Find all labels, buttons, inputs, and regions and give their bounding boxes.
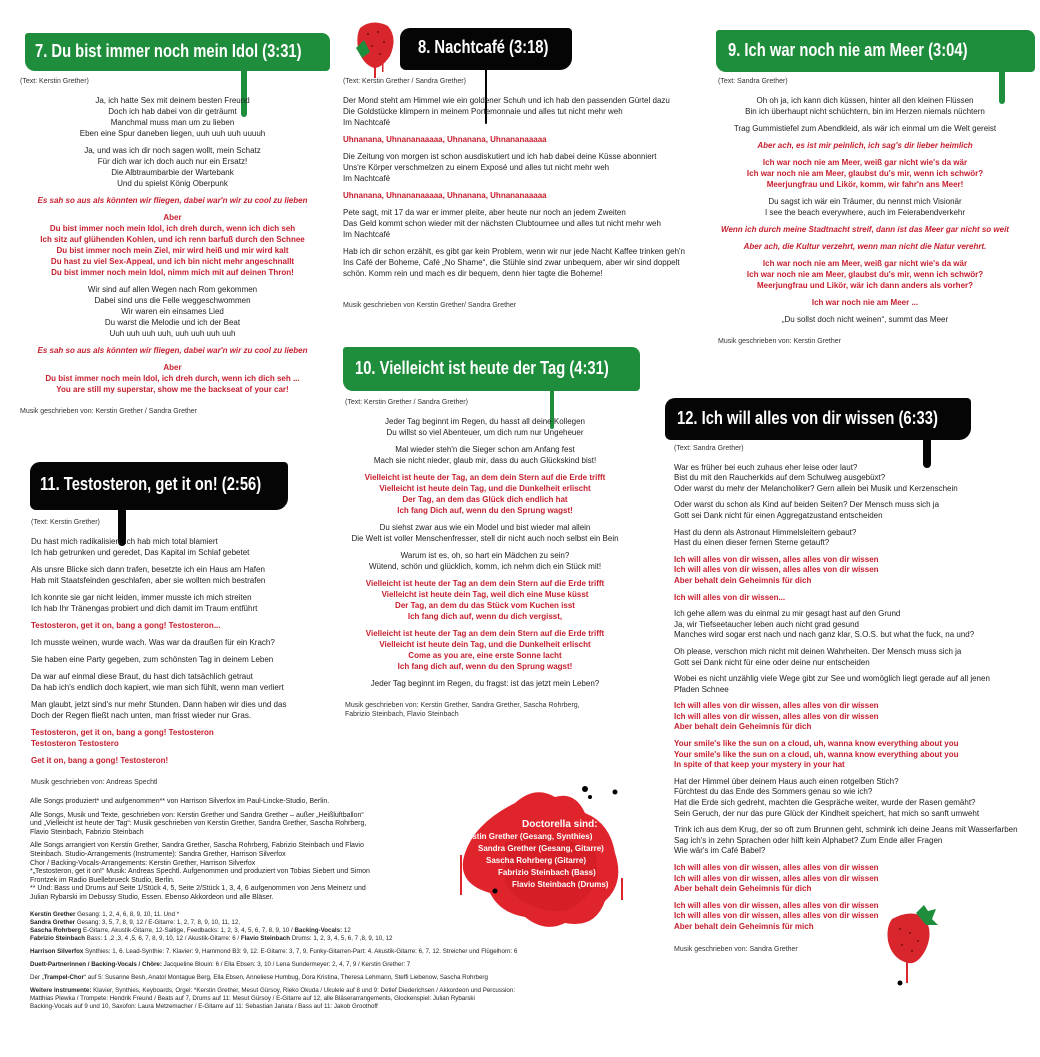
lyric-line: Manchmal muss man um zu lieben <box>110 118 235 127</box>
band-member: Sascha Rohrberg (Gitarre) <box>486 856 587 865</box>
lyric-line: Vielleicht ist heute dein Tag, und die Dunkelheit erlischt <box>379 484 591 493</box>
roster-text: Drums: 1, 2, 3, 4, 5, 6, 7 ,8, 9, 10, 12 <box>289 934 393 942</box>
stanza <box>20 345 325 356</box>
stanza <box>20 212 325 278</box>
lyrics-body <box>31 517 331 787</box>
lyric-line: „Du sollst doch nicht weinen“, summt das Meer <box>781 315 949 324</box>
lyric-line: Ich fang dich auf, wenn du den Sprung wagst! <box>397 662 573 671</box>
stanza <box>718 314 1012 325</box>
lyric-line: Testosteron, get it on, bang a gong! Testosteron <box>31 728 214 737</box>
lyric-line: Wir waren ein einsames Lied <box>121 307 224 316</box>
credits-line: Steinbach. Studio-Arrangements (Instrumente): Sandra Grether, Harrison Silverfox <box>30 850 286 858</box>
lyric-line: schön. Komm rein und mach es dir bequem, denn hier tagte die Boheme! <box>343 269 603 278</box>
stanza <box>31 654 331 665</box>
lyric-line: Aber ach, die Kultur verzehrt, wenn man nicht die Natur verehrt. <box>743 242 987 251</box>
lyric-line: Sag ich's in zehn Sprachen oder hilft kein Alphabet? Zum Ende aller Fragen <box>674 835 943 845</box>
stanza <box>345 522 625 544</box>
roster-name: Trampel-Chor <box>43 973 84 981</box>
stanza <box>674 674 1034 695</box>
lyric-line: Hab mit Staatsfeinden geschlafen, aber sie wollten mich bestrafen <box>31 576 266 585</box>
lyric-line: Sie haben eine Party gegeben, zum schönsten Tag in deinem Leben <box>31 655 274 664</box>
stanza <box>718 95 1012 117</box>
roster-text: 12 <box>342 926 351 934</box>
stanza <box>343 151 683 184</box>
credits-paragraph <box>30 798 450 807</box>
stanza <box>31 671 331 693</box>
stanza <box>674 593 1034 604</box>
lyrics-body <box>345 397 625 719</box>
lyric-line: Vielleicht ist heute dein Tag, weil dich eine Muse küsst <box>381 590 589 599</box>
lyric-line: Aber <box>163 363 182 372</box>
lyric-line: Your smile's like the sun on a cloud, uh, wanna know everything about you <box>674 749 959 759</box>
roster-name: Sascha Rohrberg <box>30 926 82 934</box>
lyric-line: Testosteron Testostero <box>31 739 119 748</box>
lyric-line: Du warst die Melodie und ich der Beat <box>104 318 241 327</box>
music-credit-line: Musik geschrieben von: Kerstin Grether, Sandra Grether, Sascha Rohrberg, <box>345 702 580 709</box>
stanza <box>20 362 325 395</box>
stanza <box>20 145 325 189</box>
lyric-line: Im Nachtcafé <box>343 118 391 127</box>
lyric-line: Uhnanana, Uhnananaaaaa, Uhnanana, Uhnananaaaaa <box>343 191 547 200</box>
stanza <box>345 416 625 438</box>
song-title-banner <box>665 398 971 440</box>
stanza <box>31 699 331 721</box>
stanza <box>718 196 1012 218</box>
lyric-line: Das Geld kommt schon wieder mit der nächsten Clubtournee und alles tut nicht mehr weh <box>343 219 661 228</box>
lyric-line: Hast du einen dieser fernen Sterne getauft? <box>674 538 830 548</box>
lyric-line: Oh please, verschon mich nicht mit deinen Wahrheiten. Der Mensch muss sich ja <box>674 646 962 656</box>
roster-line <box>30 935 450 943</box>
lyrics-body <box>718 76 1012 346</box>
credits-line: Flavio Steinbach, Fabrizio Steinbach <box>30 828 144 836</box>
stanza <box>343 207 683 240</box>
music-credit-line: Musik geschrieben von: Andreas Spechtl <box>31 779 158 786</box>
stanza <box>31 755 331 766</box>
lyric-line: Come as you are, eine erste Sonne lacht <box>408 651 562 660</box>
lyric-line: Uhnanana, Uhnananaaaaa, Uhnanana, Uhnananaaaaa <box>343 135 547 144</box>
stanza <box>343 246 686 279</box>
lyric-line: Pfaden Schnee <box>674 684 729 694</box>
lyric-line: Ich will alles von dir wissen, alles alles von dir wissen <box>674 565 879 575</box>
stanza <box>343 95 683 128</box>
stanza <box>345 472 625 516</box>
lyric-line: Für dich war ich doch auch nur ein Ersatz! <box>97 157 248 166</box>
lyric-line: Oder warst du schon als Kind auf beiden Seiten? Der Mensch muss sich ja <box>674 500 940 510</box>
lyric-line: Man glaubt, jetzt sind's nur mehr Stunden. Dann haben wir dies und das <box>31 700 287 709</box>
lyric-line: Ja, wir Tiefseetaucher leben auch nicht grad gesund <box>674 619 860 629</box>
lyric-line: Trag Gummistiefel zum Abendkleid, als wär ich einmal um die Welt gereist <box>733 124 997 133</box>
lyrics-credit: (Text: Kerstin Grether / Sandra Grether) <box>343 78 466 85</box>
lyric-line: Aber behalt dein Geheimnis für mich <box>674 921 814 931</box>
roster-text: Matthias Plewka / Trompete: Hendrik Freund / Beats auf 7, Drums auf 11: Mesut Gürsoy / E-Gitarre auf 12, alle Bläserarrangements, Glockenspiel: Julian Rybarski <box>30 994 475 1002</box>
roster-line <box>30 961 450 969</box>
lyric-line: Your smile's like the sun on a cloud, uh, wanna know everything about you <box>674 739 959 749</box>
lyric-line: Warum ist es, oh, so hart ein Mädchen zu sein? <box>400 551 570 560</box>
stanza <box>20 284 325 339</box>
stanza <box>345 444 625 466</box>
credits-line: Chor / Backing-Vocals-Arrangements: Kerstin Grether, Harrison Silverfox <box>30 859 256 867</box>
lyric-line: Pete sagt, mit 17 da war er immer pleite, aber heute nur noch an jedem Zweiten <box>343 208 626 217</box>
stanza <box>343 134 683 145</box>
roster-text: E-Gitarre, Akustik-Gitarre, 12-Saitige, Feedbacks: 1, 2, 3, 4, 5, 6, 7, 8, 9, 10 / <box>81 926 295 934</box>
lyric-line: Ich hab Ihr Tränengas probiert und dich damit im Traum entführt <box>31 604 258 613</box>
lyric-line: Im Nachtcafé <box>343 174 391 183</box>
music-credit-line: Musik geschrieben von: Sandra Grether <box>674 945 798 953</box>
roster-line <box>30 927 450 935</box>
song-title: 7. Du bist immer noch mein Idol (3:31) <box>35 41 302 61</box>
lyric-line: Ich war noch nie am Meer, weiß gar nicht wie's da wär <box>762 259 968 268</box>
lyrics-credit: (Text: Kerstin Grether / Sandra Grether) <box>345 399 468 406</box>
lyric-line: Vielleicht ist heute der Tag an dem dein Stern auf die Erde trifft <box>365 629 605 638</box>
roster-name: Backing-Vocals: <box>294 926 343 934</box>
stanza <box>718 123 1012 134</box>
stanza <box>343 190 683 201</box>
stanza <box>31 536 331 558</box>
lyric-line: Du bist immer noch mein Ziel, mir wird heiß und mir wird kalt <box>56 246 289 255</box>
stanza <box>20 95 325 139</box>
lyric-line: Hat der Himmel über deinem Haus auch einen rotgelben Stich? <box>674 776 899 786</box>
lyric-line: Ich will alles von dir wissen, alles alles von dir wissen <box>674 701 879 711</box>
lyric-line: Der Mond steht am Himmel wie ein goldener Schuh und ich hab den passenden Gürtel dazu <box>343 96 670 105</box>
lyric-line: Aber behalt dein Geheimnis für dich <box>674 722 812 732</box>
lyrics-credit: (Text: Kerstin Grether) <box>31 519 100 526</box>
lyric-line: Jeder Tag beginnt im Regen, du fragst: ist das jetzt mein Leben? <box>370 679 600 688</box>
music-credit <box>31 778 331 787</box>
lyrics-credit: (Text: Sandra Grether) <box>674 445 744 452</box>
music-credit <box>343 301 683 310</box>
roster-line <box>30 919 450 927</box>
lyric-line: Ich war noch nie am Meer, weiß gar nicht wie's da wär <box>762 158 968 167</box>
lyric-line: Da war auf einmal diese Braut, du hast dich tatsächlich getraut <box>31 672 253 681</box>
lyric-line: Aber behalt dein Geheimnis für dich <box>674 884 812 894</box>
lyric-line: Mach sie nicht nieder, glaub mir, dass du auch Glückskind bist! <box>373 456 597 465</box>
stanza <box>674 863 1034 895</box>
lyric-line: Du sagst ich wär ein Träumer, du nennst mich Visionär <box>768 197 962 206</box>
lyrics-body <box>674 444 1034 954</box>
roster-line <box>30 947 518 956</box>
lyric-line: Die Goldstücke klimpern in meinem Portemonnaie und alles tut nicht mehr weh <box>343 107 623 116</box>
stanza <box>718 241 1012 252</box>
lyric-line: Es sah so aus als könnten wir fliegen, dabei war'n wir zu cool zu lieben <box>37 346 308 355</box>
stanza <box>718 297 1012 308</box>
lyric-line: I see the beach everywhere, auch im Feierabendverkehr <box>764 208 966 217</box>
roster-name: Kerstin Grether <box>30 910 76 918</box>
lyric-line: Oh oh ja, ich kann dich küssen, hinter all den kleinen Flüssen <box>756 96 974 105</box>
lyric-line: Ich fang Dich auf, wenn du den Sprung wagst! <box>397 506 573 515</box>
music-credit-line: Musik geschrieben von: Kerstin Grether <box>718 338 841 345</box>
lyric-line: Sein Geruch, der nur das pure Glück der Kindheit speichert, hat mich so sanft umweht <box>674 808 980 818</box>
band-member: Sandra Grether (Gesang, Gitarre) <box>478 844 604 853</box>
roster-text: Gesang: 1, 2, 4, 6, 8, 9, 10, 11. Und * <box>75 910 180 918</box>
stanza <box>674 500 1034 521</box>
lyric-line: You are still my superstar, show me the backseat of your car! <box>56 385 289 394</box>
credits-line: Frontzek im Radio Buellebrueck Studio, Berlin. <box>30 876 175 884</box>
roster-text: Synthies: 1, 6. Lead-Synthie: 7. Klavier: 9, Hammond B3: 9, 12. E-Gitarre: 3, 7, 9, Funky-Gitarren-Part: 4. Akustik-Gitarre: 6, 7, 12. Streicher und Flügelhorn: 6 <box>83 947 518 955</box>
lyric-line: Gott sei Dank nicht für eine oder deine nur entscheiden <box>674 657 870 667</box>
roster-text: Klavier, Synthies, Keyboards, Orgel: *Kerstin Grether, Mesut Gürsoy, Rieko Okuda / Ukulele auf 8 und 9: Detlef Diederichsen / Akkordeon und Percussion: <box>91 986 516 994</box>
lyric-line: War es früher bei euch zuhaus eher leise oder laut? <box>674 462 858 472</box>
lyric-line: Wütend, schön und glücklich, komm, ich nehm dich ein Stück mit! <box>368 562 602 571</box>
lyric-line: Jeder Tag beginnt im Regen, du hasst all deine Kollegen <box>385 417 585 426</box>
stanza <box>345 550 625 572</box>
stanza <box>31 620 331 631</box>
song-title-banner <box>400 28 572 70</box>
lyric-line: Oder warst du mehr der Melancholiker? Gern allein bei Musik und Kerzenschein <box>674 483 958 493</box>
lyric-line: Testosteron, get it on, bang a gong! Testosteron... <box>31 621 221 630</box>
lyric-line: Bin ich überhaupt nicht schüchtern, bin im Herzen niemals nüchtern <box>745 107 985 116</box>
lyric-line: Uns're Körper verschmelzen zu einem Exposé und alles tut nicht mehr weh <box>343 163 610 172</box>
lyric-line: Die Albtraumbarbie der Wartebank <box>111 168 234 177</box>
roster-name: Fabrizio Steinbach <box>30 934 86 942</box>
lyric-line: Manches wird sogar erst nach und nach ganz klar, S.O.S. but what the fuck, na und? <box>674 630 975 640</box>
lyric-line: Hast du denn als Astronaut Himmelsleitern gebaut? <box>674 527 857 537</box>
lyric-line: Wie wär's im Café Babel? <box>674 846 766 856</box>
band-members-splash <box>445 783 635 933</box>
stanza <box>674 825 1034 857</box>
roster-line <box>30 994 475 1003</box>
lyric-line: Du hast zu viel Sex-Appeal, und ich bin nicht mehr angeschnallt <box>50 257 295 266</box>
lyric-line: Ich will alles von dir wissen, alles alles von dir wissen <box>674 900 879 910</box>
credits-line: Julian Rybarski im Debussy Studio, Essen. Ebenso Akkordeon und alle Bläser. <box>30 893 274 901</box>
roster-text: Der „ <box>30 973 44 981</box>
lyric-line: Du bist immer noch mein Idol, ich dreh durch, wenn ich dich seh <box>49 224 296 233</box>
band-member: Flavio Steinbach (Drums) <box>512 880 609 889</box>
band-heading: Doctorella sind: <box>522 819 598 830</box>
song-title-banner <box>25 33 330 71</box>
stanza <box>674 647 1034 668</box>
credits-paragraph <box>30 842 450 902</box>
lyric-line: Du bist immer noch mein Idol, nimm mich mit auf deinen Thron! <box>51 268 294 277</box>
lyric-line: Ich will alles von dir wissen, alles alles von dir wissen <box>674 554 879 564</box>
roster-name: Flavio Steinbach <box>240 934 290 942</box>
stanza <box>31 637 331 648</box>
lyric-line: Ich will alles von dir wissen... <box>674 592 786 602</box>
lyric-line: Als unsre Blicke sich dann trafen, besetzte ich ein Haus am Hafen <box>31 565 265 574</box>
roster-line <box>30 986 516 995</box>
music-credit-line: Musik geschrieben von: Kerstin Grether / Sandra Grether <box>20 408 198 415</box>
lyric-line: Es sah so aus als könnten wir fliegen, dabei war'n wir zu cool zu lieben <box>37 196 308 205</box>
stanza <box>718 258 1012 291</box>
stanza <box>31 564 331 586</box>
stanza <box>674 463 1034 495</box>
lyric-line: Vielleicht ist heute der Tag an dem dein Stern auf die Erde trifft <box>365 579 605 588</box>
musician-roster <box>30 910 518 1011</box>
lyrics-body <box>20 76 325 416</box>
lyric-line: Meerjungfrau und Likör, wär ich dann anders als vorher? <box>756 281 974 290</box>
roster-text: Bass: 1 ,2 ,3, 4 ,5, 6, 7, 8, 9, 10, 12 / Akustik-Gitarre: 6 / <box>85 934 241 942</box>
lyric-line: Ins Café der Boheme, Café „No Shame“, die Stühle sind zwar unbequem, aber wir sind doppelt <box>343 258 680 267</box>
song-title: 9. Ich war noch nie am Meer (3:04) <box>728 40 968 60</box>
lyric-line: Ich will alles von dir wissen, alles alles von dir wissen <box>674 873 879 883</box>
roster-text: Jacqueline Blouin: 6 / Ella Ebsen: 3, 10 / Lena Sundermeyer: 2, 4, 7, 9 / Kerstin Grether: 7 <box>161 960 411 968</box>
lyric-line: Doch der Regen fließt nach unten, man frisst wieder nur Gras. <box>31 711 252 720</box>
lyric-line: Doch ich hab dabei von dir geträumt <box>108 107 237 116</box>
roster-line <box>30 911 450 919</box>
stanza <box>345 628 625 672</box>
lyric-line: Get it on, bang a gong! Testosteron! <box>31 756 169 765</box>
roster-name: Weitere Instrumente: <box>30 986 92 994</box>
lyrics-credit: (Text: Kerstin Grether) <box>20 78 89 85</box>
lyric-line: Ich will alles von dir wissen, alles alles von dir wissen <box>674 863 879 872</box>
lyric-line: Die Welt ist voller Menschenfresser, stell dir nicht auch noch selbst ein Bein <box>351 534 619 543</box>
credits-line: ** Und: Bass und Drums auf Seite 1/Stück 4, 5, Seite 2/Stück 1, 3, 4, 6 aufgenommen von Jens Meinerz und <box>30 885 366 893</box>
stanza <box>345 578 625 622</box>
lyric-line: Gott sei Dank nicht für einen Aggregatzustand entscheiden <box>674 510 883 520</box>
lyric-line: Ja, ich hatte Sex mit deinem besten Freund <box>95 96 250 105</box>
album-credits <box>30 798 518 1011</box>
song-title-banner <box>716 30 1035 72</box>
lyric-line: Der Tag, an dem du das Stück vom Kuchen isst <box>395 601 575 610</box>
band-member: Fabrizio Steinbach (Bass) <box>498 868 596 877</box>
stanza <box>718 224 1012 235</box>
lyric-line: Hat die Erde sich gedreht, machten die Gespräche weiter, wurde der Rasen gemäht? <box>674 798 976 808</box>
music-credit <box>674 945 1034 954</box>
credits-paragraph <box>30 812 450 838</box>
stanza <box>718 157 1012 190</box>
roster-text: “ auf 5: Susanne Besh, Anatol Montague Berg, Ella Ebsen, Anneliese Humbug, Dora Kristina, Theresa Lehmann, Steffi Liebenow, Sascha Rohrberg <box>83 973 488 981</box>
stanza <box>20 195 325 206</box>
lyric-line: Der Tag, an dem das Glück dich endlich hat <box>402 495 568 504</box>
lyric-line: Hab ich dir schon erzählt, es gibt gar kein Problem, wenn wir nur jede Nacht Kaffee trinken geh'n <box>343 247 686 256</box>
lyric-line: Wenn ich durch meine Stadtnacht streif, dann ist das Meer gar nicht so weit <box>721 225 1009 234</box>
roster-line <box>30 1003 450 1011</box>
credits-line: *„Testosteron, get it on!“ Musik: Andreas Spechtl. Aufgenommen und produziert von Tobias Siebert und Simon <box>30 868 370 876</box>
stanza <box>674 901 1034 933</box>
music-credit <box>345 701 625 719</box>
roster-line <box>30 973 488 982</box>
lyric-line: Ich gehe allem was du einmal zu mir gesagt hast auf den Grund <box>674 609 901 619</box>
stanza <box>674 555 1034 587</box>
stanza <box>718 140 1012 151</box>
lyric-line: Du willst so viel Abenteuer, um dich rum nur Ungeheuer <box>386 428 584 437</box>
lyric-line: Ich will alles von dir wissen, alles alles von dir wissen <box>674 711 879 721</box>
lyric-line: Aber <box>163 213 182 222</box>
music-credit-line: Fabrizio Steinbach, Flavio Steinbach <box>345 711 459 718</box>
lyric-line: Wobei es nicht unzählig viele Wege gibt zur See und womöglich liegt gerade auf all jenen <box>674 674 990 684</box>
lyric-line: In spite of that keep your mystery in your hat <box>674 760 845 770</box>
roster-name: Sandra Grether <box>30 918 76 926</box>
lyric-line: Aber behalt dein Geheimnis für dich <box>674 575 812 585</box>
music-credit-line: Musik geschrieben von Kerstin Grether/ Sandra Grether <box>343 302 517 309</box>
stanza <box>674 609 1034 641</box>
stanza <box>31 592 331 614</box>
lyric-line: Du siehst zwar aus wie ein Model und bist wieder mal allein <box>379 523 591 532</box>
roster-name: Harrison Silverfox <box>30 947 84 955</box>
stanza <box>345 678 625 689</box>
lyric-line: Ich sitz auf glühenden Kohlen, und ich renn barfuß durch den Schnee <box>40 235 305 244</box>
song-title: 12. Ich will alles von dir wissen (6:33) <box>677 408 938 428</box>
lyric-line: Ja, und was ich dir noch sagen wollt, mein Schatz <box>84 146 261 155</box>
stanza <box>674 701 1034 733</box>
credits-line: Alle Songs arrangiert von Kerstin Grether, Sandra Grether, Sascha Rohrberg, Fabrizio Steinbach und Flavio <box>30 842 364 850</box>
lyric-line: Ich war noch nie am Meer, glaubst du's mir, wenn ich schwör? <box>746 169 984 178</box>
stanza <box>674 777 1034 819</box>
band-member: Kerstin Grether (Gesang, Synthies) <box>459 832 593 841</box>
lyric-line: Uuh uuh uuh uuh, uuh uuh uuh uuh <box>109 329 236 338</box>
lyric-line: Vielleicht ist heute der Tag, an dem dein Stern auf die Erde trifft <box>364 473 606 482</box>
credits-line: und „Vielleicht ist heute der Tag“: Musik geschrieben von Kerstin Grether, Sandra Grether, Sascha Rohrberg, <box>30 820 367 828</box>
lyric-line: Die Zeitung von morgen ist schon ausdiskutiert und ich hab dabei deine Küsse abonniert <box>343 152 657 161</box>
lyric-line: Und du spielst König Oberpunk <box>117 179 228 188</box>
lyric-line: Mal wieder steh'n die Sieger schon am Anfang fest <box>395 445 575 454</box>
song-title: 8. Nachtcafé (3:18) <box>418 37 549 57</box>
lyric-line: Da hab ich's endlich doch kapiert, wie man sich fühlt, wenn man verliert <box>31 683 284 692</box>
credits-line: Alle Songs, Musik und Texte, geschrieben von: Kerstin Grether und Sandra Grether – außer „Heißluftballon“ <box>30 811 364 819</box>
song-title-banner <box>30 462 288 510</box>
lyric-line: Ich fang dich auf, wenn du dich vergisst, <box>407 612 563 621</box>
strawberry-illustration <box>352 18 402 80</box>
lyric-line: Trink ich aus dem Krug, der so oft zum Brunnen geht, schmink ich deine Jeans mit Wasserfarben <box>674 825 1018 835</box>
lyric-line: Vielleicht ist heute dein Tag, und die Dunkelheit erlischt <box>379 640 591 649</box>
stanza <box>31 727 331 749</box>
stanza <box>674 528 1034 549</box>
lyric-line: Bist du mit den Raucherkids auf dem Schulweg ausgebüxt? <box>674 473 886 483</box>
lyric-line: Ich war noch nie am Meer ... <box>811 298 919 307</box>
roster-text: Backing-Vocals auf 9 und 10, Saxofon: Laura Metzemacher / E-Gitarre auf 11: Sebastian Janata / Bass auf 11: Jakob Groothoff <box>30 1002 378 1010</box>
song-title: 10. Vielleicht ist heute der Tag (4:31) <box>355 358 609 378</box>
lyric-line: Eben eine Spur daneben liegen, uuh uuh uuh uuuuh <box>79 129 266 138</box>
song-title-banner <box>343 347 640 391</box>
lyric-line: Im Nachtcafé <box>343 230 391 239</box>
lyric-line: Meerjungfrau und Likör, komm, wir fahr'n ans Meer! <box>766 180 964 189</box>
lyric-line: Dabei sind uns die Felle weggeschwommen <box>94 296 251 305</box>
music-credit <box>718 337 1012 346</box>
lyric-line: Ich hab getrunken und geredet, Das Kapital im Schlaf gebetet <box>31 548 250 557</box>
lyric-line: Wir sind auf allen Wegen nach Rom gekommen <box>87 285 258 294</box>
lyrics-credit: (Text: Sandra Grether) <box>718 78 788 85</box>
lyrics-body <box>343 76 686 310</box>
lyric-line: Ich konnte sie gar nicht leiden, immer musste ich mich streiten <box>31 593 252 602</box>
lyric-line: Du bist immer noch mein Idol, ich dreh durch, wenn ich dich seh ... <box>45 374 300 383</box>
lyric-line: Du hast mich radikalisiert, ich hab mich total blamiert <box>31 537 218 546</box>
stanza <box>674 739 1034 771</box>
lyric-line: Ich war noch nie am Meer, glaubst du's mir, wenn ich schwör? <box>746 270 984 279</box>
lyric-line: Ich will alles von dir wissen, alles alles von dir wissen <box>674 911 879 921</box>
lyric-line: Aber ach, es ist mir peinlich, ich sag's dir lieber heimlich <box>757 141 973 150</box>
song-title: 11. Testosteron, get it on! (2:56) <box>40 474 262 494</box>
roster-text: Gesang: 3, 5, 7, 8, 9, 12 / E-Gitarre: 1, 2, 7, 8, 9, 10, 11, 12, <box>75 918 241 926</box>
lyric-line: Fürchtest du das Ende des Sommers genau so wie ich? <box>674 787 873 797</box>
lyric-line: Ich musste weinen, wurde wach. Was war da draußen für ein Krach? <box>31 638 275 647</box>
roster-name: Duett-Partnerinnen / Backing-Vocals / Chöre: <box>30 960 162 968</box>
credits-line: Alle Songs produziert* und aufgenommen** von Harrison Silverfox im Paul-Lincke-Studio, Berlin. <box>30 798 330 805</box>
music-credit <box>20 407 325 416</box>
